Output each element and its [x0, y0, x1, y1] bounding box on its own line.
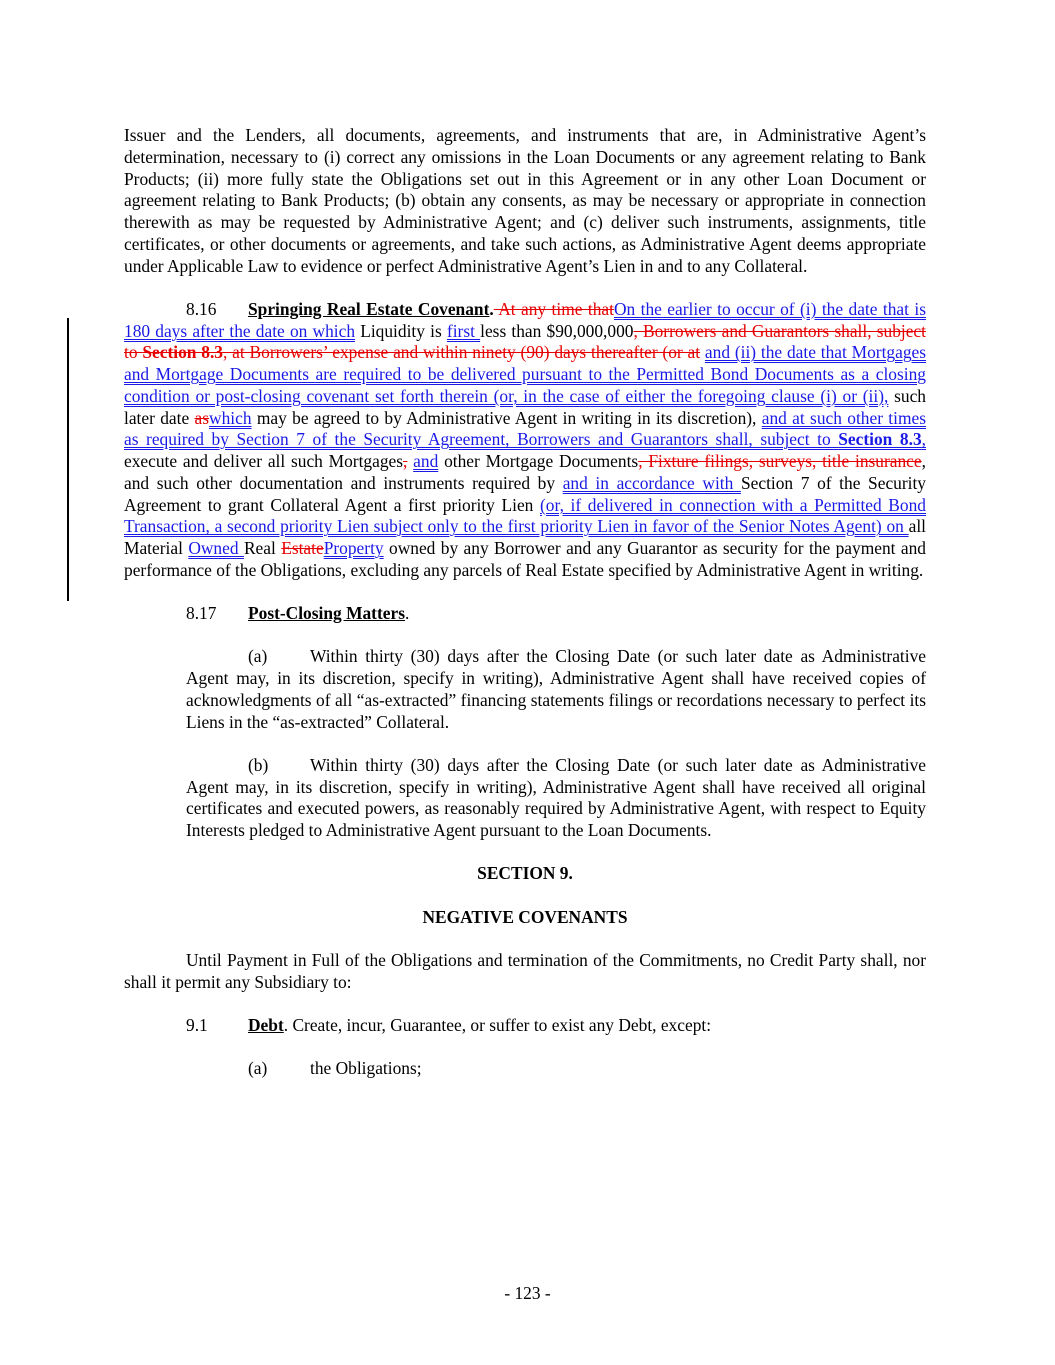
section-8-17: 8.17 Post-Closing Matters. [186, 603, 410, 623]
section-9-heading: SECTION 9. [477, 863, 573, 884]
clause-text: Within thirty (30) days after the Closing Date (or such later date as Administrative Agent may, in its discretion, specify in writing), Administrative Agent shall have received copies of acknowledgments of all “as-extracted” financing statements filings or recordations necessary to perfect its Liens in the “as-extracted” Collateral. [186, 646, 926, 732]
inserted-text: Owned [188, 538, 244, 558]
inserted-text: and at such other times as required by Section 7 of the Security Agreement, Borrowers and Guarantors shall, subject to [124, 407, 926, 450]
inserted-text: , [921, 429, 926, 450]
section-8-16: 8.16 Springing Real Estate Covenant. At any time thatOn the earlier to occur of (i) the date that is 180 days after the date on which Liquidity is first less than $90,000,000, Borrowers and Guarantors shall, subject to Section 8.3, at Borrowers’ expense and within ninety (90) days thereafter (or at and (ii) the date that Mortgages and Mortgage Documents are required to be delivered pursuant to the Permitted Bond Documents as a closing condition or post-closing covenant set forth therein (or, in the case of either the foregoing clause (i) or (ii), such later date aswhich may be agreed to by Administrative Agent in writing in its discretion), and at such other times as required by Section 7 of the Security Agreement, Borrowers and Guarantors shall, subject to Section 8.3, execute and deliver all such Mortgages, and other Mortgage Documents, Fixture filings, surveys, title insurance, and such other documentation and instruments required by and in accordance with Section 7 of the Security Agreement to grant Collateral Agent a first priority Lien (or, if delivered in connection with a Permitted Bond Transaction, a second priority Lien subject only to the first priority Lien in favor of the Senior Notes Agent) on all Material Owned Real EstateProperty owned by any Borrower and any Guarantor as security for the payment and performance of the Obligations, excluding any parcels of Real Estate specified by Administrative Agent in writing. [124, 298, 927, 580]
inserted-text: Property [323, 538, 384, 558]
inserted-text: and (ii) the date that Mortgages and Mortgage Documents are required to be delivered pursuant to the Permitted Bond Documents as a closing condition or post-closing covenant set forth therein (or, in the case of either the foregoing clause (i) or (ii), [124, 342, 927, 406]
inserted-text: first [446, 320, 481, 341]
section-title: Post-Closing Matters [248, 603, 405, 623]
inserted-text: (or, if delivered in connection with a Permitted Bond Transaction, a second priority Lien subject only to the first priority Lien in favor of the Senior Notes Agent) on [124, 494, 926, 537]
change-bar [67, 318, 69, 601]
deleted-text: , Fixture filings, surveys, title insurance [638, 451, 922, 471]
deleted-text: , Borrowers and Guarantors shall, subject to [124, 320, 926, 363]
section-title: Springing Real Estate Covenant [248, 298, 490, 319]
section-8-17-b [124, 755, 926, 842]
clause-label: (a) [248, 1058, 268, 1078]
inserted-text: Section 8.3 [838, 429, 922, 450]
deleted-text: , at Borrowers’ expense and within ninety (90) days thereafter (or at [223, 342, 701, 363]
section-9-1: 9.1 Debt. Create, incur, Guarantee, or suffer to exist any Debt, except: [186, 1014, 712, 1035]
clause-label: (a) [248, 646, 268, 667]
deleted-text: Section 8.3 [142, 342, 223, 363]
section-9-lead: Until Payment in Full of the Obligations and termination of the Commitments, no Credit Party shall, nor shall it permit any Subsidiary to: [124, 949, 926, 992]
inserted-text: and in accordance with [562, 472, 741, 493]
page-number: - 123 - [504, 1283, 551, 1303]
document-page [124, 125, 926, 1080]
inserted-text: which [209, 407, 252, 428]
deleted-text: Estate [281, 538, 324, 558]
section-number: 8.17 [186, 603, 217, 623]
section-number: 9.1 [186, 1014, 208, 1035]
deleted-text: , [403, 451, 408, 471]
section-8-17-a [124, 646, 926, 733]
clause-text: Within thirty (30) days after the Closing Date (or such later date as Administrative Agent may, in its discretion, specify in writing), Administrative Agent shall have received all original certificates and executed powers, as reasonably required by Administrative Agent, with respect to Equity Interests pledged to Administrative Agent pursuant to the Loan Documents. [186, 754, 926, 840]
inserted-text: On the earlier to occur of (i) the date that is 180 days after the date on which [124, 298, 926, 341]
deleted-text: At any time that [493, 298, 614, 319]
clause-label: (b) [248, 754, 269, 775]
section-number: 8.16 [186, 298, 217, 319]
clause-text: the Obligations; [310, 1058, 422, 1078]
intro-paragraph: Issuer and the Lenders, all documents, agreements, and instruments that are, in Administrative Agent’s determination, necessary to (i) correct any omissions in the Loan Documents or any agreement relating to Bank Products; (ii) more fully state the Obligations set out in this Agreement or in any other Loan Document or agreement relating to Bank Products; (b) obtain any consents, as may be necessary or appropriate in connection therewith as may be requested by Administrative Agent; and (c) deliver such instruments, assignments, title certificates, or other documents or agreements, and take such actions, as Administrative Agent deems appropriate under Applicable Law to evidence or perfect Administrative Agent’s Lien in and to any Collateral. [124, 125, 926, 276]
section-9-1-a [124, 1058, 926, 1080]
section-9-subheading: NEGATIVE COVENANTS [422, 906, 628, 927]
deleted-text: as [194, 407, 210, 428]
inserted-text: and [413, 451, 439, 471]
section-title: Debt [248, 1014, 284, 1035]
